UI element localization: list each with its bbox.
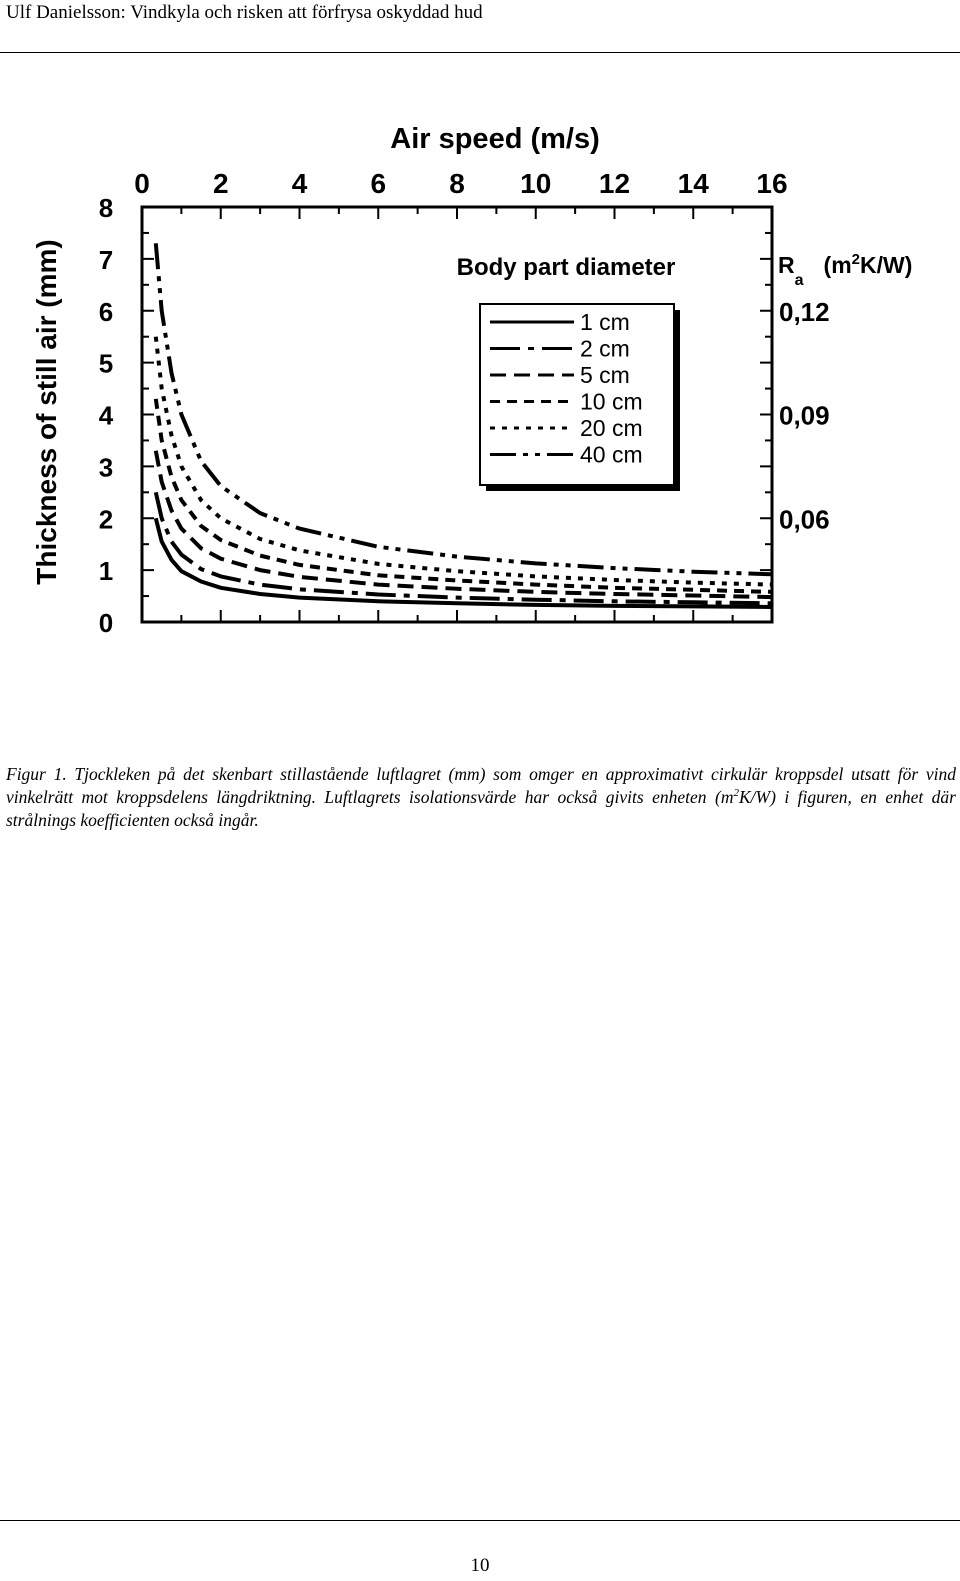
right-axis-label — [778, 251, 912, 289]
legend-label-40cm: 40 cm — [580, 441, 643, 468]
caption-suffix: K/W) i figuren, en enhet där strålnings koefficienten också ingår. — [6, 787, 956, 830]
legend-label-1cm: 1 cm — [580, 309, 630, 335]
series-line-2cm — [156, 492, 772, 603]
legend-label-5cm: 5 cm — [580, 362, 630, 388]
caption-prefix: Figur 1. Tjockleken på det skenbart stillastående luftlagret (mm) som omger en approximativt cirkulär kroppsdel utsatt för vind vinkelrätt mot kroppsdelens längdriktning. Luftlagrets isolationsvärde har också givits enheten (m — [6, 764, 956, 807]
right-axis-label-sup: 2 — [851, 251, 860, 268]
legend-label-2cm: 2 cm — [580, 335, 630, 362]
legend-label-20cm: 20 cm — [580, 415, 643, 441]
y-tick-label-4: 4 — [98, 400, 114, 431]
footer-rule — [0, 1520, 960, 1521]
x-tick-label-5: 10 — [520, 168, 552, 199]
y-tick-label-6: 6 — [98, 296, 114, 327]
y-tick-label-2: 2 — [98, 504, 114, 535]
legend-box — [480, 304, 674, 485]
right-tick-label-2: 0,06 — [779, 504, 830, 535]
right-axis-label-unit: (m — [823, 252, 852, 278]
x-tick-label-6: 12 — [598, 168, 631, 199]
header-rule — [0, 52, 960, 53]
y-tick-label-8: 8 — [98, 193, 114, 223]
y-tick-label-3: 3 — [98, 452, 114, 483]
x-tick-label-8: 16 — [756, 168, 788, 199]
legend-title: Body part diameter — [456, 254, 676, 281]
x-tick-label-4: 8 — [449, 168, 465, 199]
right-tick-label-0: 0,12 — [779, 296, 830, 327]
running-head: Ulf Danielsson: Vindkyla och risken att förfrysa oskyddad hud — [6, 2, 483, 23]
y-tick-label-5: 5 — [98, 348, 114, 379]
y-tick-label-7: 7 — [98, 244, 114, 275]
x-ticks — [134, 168, 787, 199]
x-tick-label-3: 6 — [370, 168, 387, 199]
x-tick-label-7: 14 — [677, 168, 709, 199]
caption-sup: 2 — [733, 787, 739, 800]
y-tick-label-1: 1 — [98, 556, 114, 587]
y-ticks — [99, 193, 114, 638]
x-tick-label-1: 2 — [212, 168, 229, 199]
x-tick-label-0: 0 — [134, 168, 150, 199]
chart — [0, 100, 960, 660]
right-axis-label-main: R — [778, 252, 795, 278]
right-tick-label-1: 0,09 — [779, 400, 830, 431]
right-axis-label-unit-post: K/W) — [860, 252, 913, 278]
y-axis-title: Thickness of still air (mm) — [31, 239, 62, 585]
y-tick-label-0: 0 — [98, 608, 114, 638]
right-ticks — [779, 297, 830, 535]
x-tick-label-2: 4 — [291, 168, 308, 199]
legend-label-10cm: 10 cm — [580, 388, 643, 415]
x-axis-title: Air speed (m/s) — [390, 123, 600, 155]
figure-caption — [6, 763, 956, 832]
right-axis-label-sub: a — [794, 272, 804, 289]
page-number: 10 — [470, 1555, 490, 1576]
